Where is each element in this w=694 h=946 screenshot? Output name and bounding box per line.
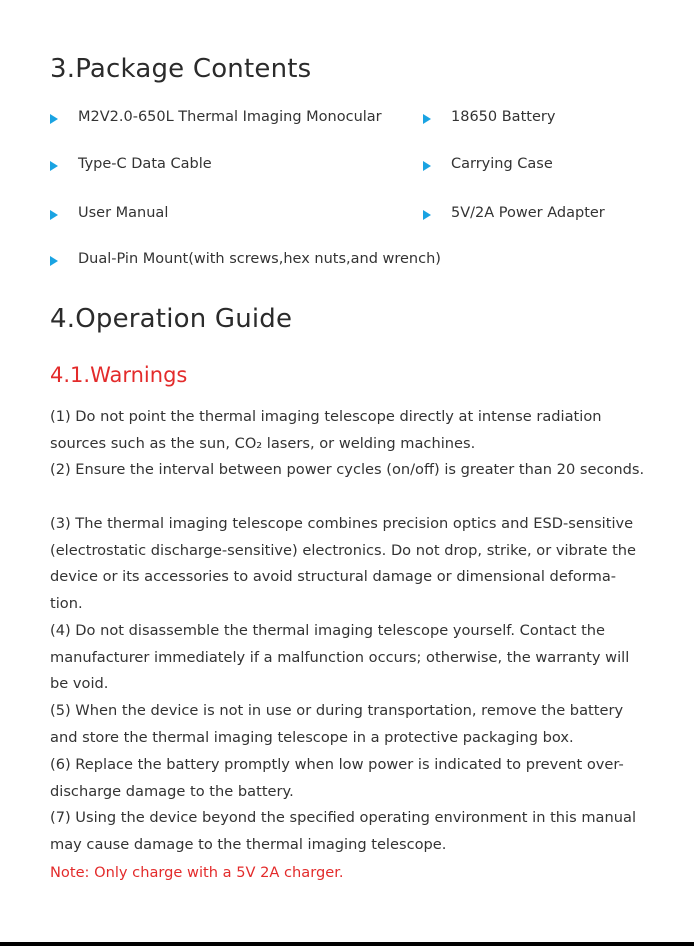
package-item-label: 5V/2A Power Adapter: [451, 205, 605, 221]
warning-paragraph-1: (1) Do not point the thermal imaging telescope directly at intense radiation sources such as the sun, CO₂ lasers, or welding machines.: [50, 408, 602, 452]
warning-paragraph-7: (7) Using the device beyond the specified operating environment in this manual may cause damage to the thermal imaging telescope.: [50, 809, 637, 853]
bullet-triangle-icon: [423, 210, 431, 220]
warning-paragraph-2: (2) Ensure the interval between power cycles (on/off) is greater than 20 seconds.: [50, 461, 645, 478]
bullet-triangle-icon: [50, 114, 58, 124]
bullet-triangle-icon: [423, 161, 431, 171]
charging-note: Note: Only charge with a 5V 2A charger.: [50, 864, 344, 881]
warning-paragraph-6: (6) Replace the battery promptly when low power is indicated to prevent over-discharge damage to the battery.: [50, 756, 624, 800]
package-item-label: Type-C Data Cable: [78, 156, 212, 172]
warning-paragraph-4: (4) Do not disassemble the thermal imaging telescope yourself. Contact the manufacturer immediately if a malfunction occurs; otherwise, the warranty will be void.: [50, 622, 630, 693]
warning-paragraph-3: (3) The thermal imaging telescope combines precision optics and ESD-sensitive (electrostatic discharge-sensitive) electronics. Do not drop, strike, or vibrate the device or its accessories to avoid structural damage or dimensional deforma-tion.: [50, 515, 637, 613]
bullet-triangle-icon: [50, 256, 58, 266]
package-item-label: M2V2.0-650L Thermal Imaging Monocular: [78, 109, 382, 125]
warning-paragraph-5: (5) When the device is not in use or during transportation, remove the battery and store the thermal imaging telescope in a protective packaging box.: [50, 702, 624, 746]
operation-guide-heading: 4.Operation Guide: [50, 304, 293, 334]
bullet-triangle-icon: [50, 161, 58, 171]
bullet-triangle-icon: [423, 114, 431, 124]
package-item-label: User Manual: [78, 205, 169, 221]
package-item-label: 18650 Battery: [451, 109, 556, 125]
page-bottom-border: [0, 942, 694, 946]
package-contents-heading: 3.Package Contents: [50, 54, 312, 84]
bullet-triangle-icon: [50, 210, 58, 220]
warnings-heading: 4.1.Warnings: [50, 363, 188, 387]
package-item-label: Dual-Pin Mount(with screws,hex nuts,and wrench): [78, 251, 441, 267]
package-item-label: Carrying Case: [451, 156, 553, 172]
